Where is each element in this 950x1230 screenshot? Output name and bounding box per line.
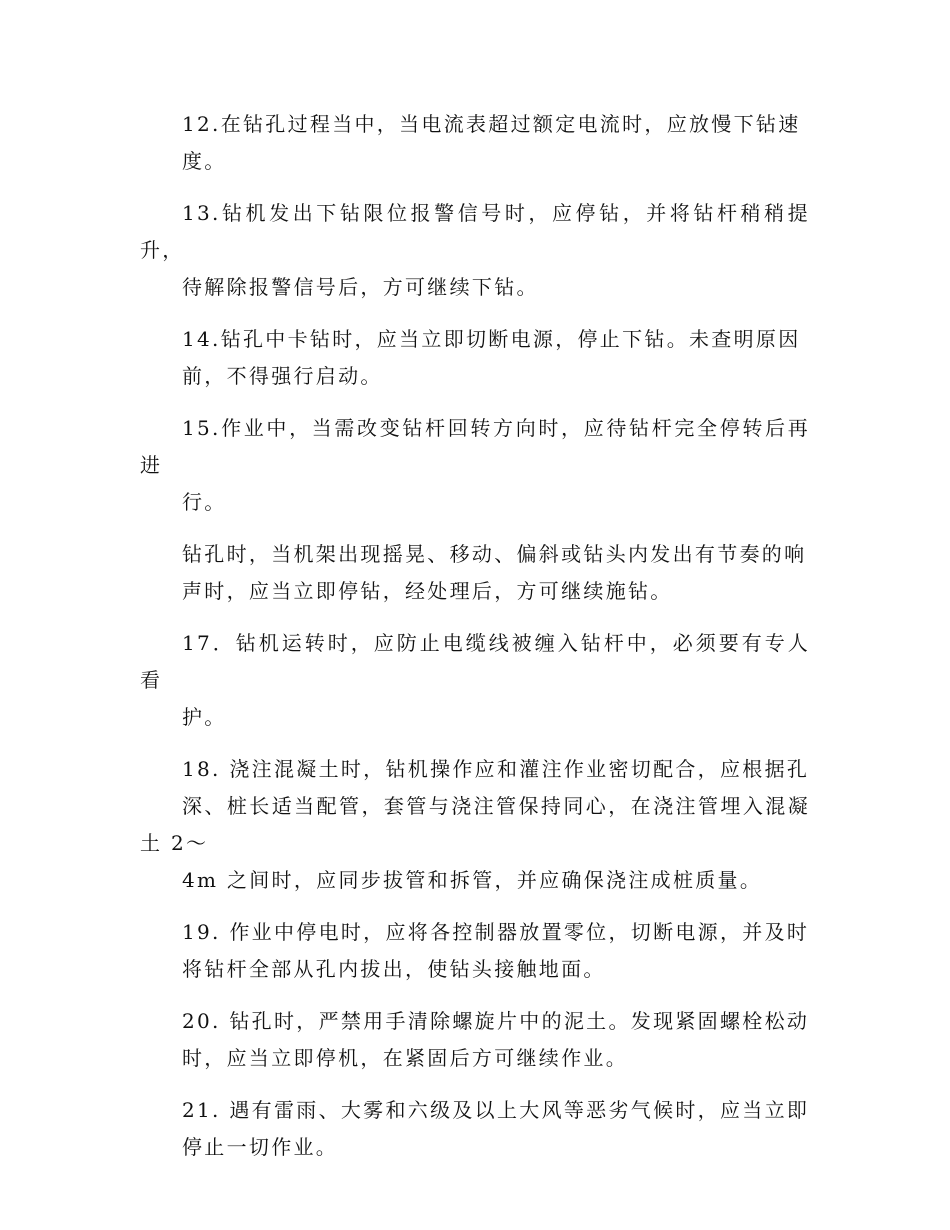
paragraph-item-12 — [140, 106, 810, 180]
paragraph-line: 前，不得强行启动。 — [182, 364, 383, 388]
paragraph-item-19 — [140, 914, 810, 988]
paragraph-item-21 — [140, 1092, 810, 1166]
paragraph-line: 深、桩长适当配管，套管与浇注管保持同心，在浇注管埋入混凝土 2～ — [140, 794, 810, 855]
paragraph-line: 18. 浇注混凝土时，钻机操作应和灌注作业密切配合，应根据孔 — [182, 757, 810, 781]
paragraph-line: 12.在钻孔过程当中，当电流表超过额定电流时，应放慢下钻速 — [182, 112, 801, 136]
paragraph-line: 度。 — [182, 149, 227, 173]
paragraph-item-16 — [140, 536, 810, 610]
paragraph-line: 时，应当立即停机，在紧固后方可继续作业。 — [182, 1046, 628, 1070]
paragraph-line: 声时，应当立即停钻，经处理后，方可继续施钻。 — [182, 579, 673, 603]
paragraph-line: 停止一切作业。 — [182, 1135, 339, 1159]
paragraph-line: 17．钻机运转时，应防止电缆线被缠入钻杆中，必须要有专人看 — [140, 631, 810, 692]
paragraph-line: 待解除报警信号后，方可继续下钻。 — [182, 275, 539, 299]
paragraph-line: 19. 作业中停电时，应将各控制器放置零位，切断电源，并及时 — [182, 920, 810, 944]
paragraph-line: 行。 — [182, 490, 227, 514]
paragraph-line: 15.作业中，当需改变钻杆回转方向时，应待钻杆完全停转后再进 — [140, 416, 810, 477]
paragraph-item-18 — [140, 751, 810, 899]
paragraph-item-14 — [140, 321, 810, 395]
paragraph-line: 护。 — [182, 705, 227, 729]
paragraph-line: 将钻杆全部从孔内拔出，使钻头接触地面。 — [182, 957, 606, 981]
paragraph-item-15 — [140, 410, 810, 521]
paragraph-line: 20. 钻孔时，严禁用手清除螺旋片中的泥土。发现紧固螺栓松动 — [182, 1009, 810, 1033]
paragraph-line: 14.钻孔中卡钻时，应当立即切断电源，停止下钻。未查明原因 — [182, 327, 801, 351]
paragraph-item-13 — [140, 195, 810, 306]
paragraph-item-17 — [140, 625, 810, 736]
paragraph-line: 13.钻机发出下钻限位报警信号时，应停钻，并将钻杆稍稍提升， — [140, 201, 810, 262]
paragraph-line: 钻孔时，当机架出现摇晃、移动、偏斜或钻头内发出有节奏的响 — [182, 542, 807, 566]
paragraph-line: 21. 遇有雷雨、大雾和六级及以上大风等恶劣气候时，应当立即 — [182, 1098, 810, 1122]
paragraph-item-20 — [140, 1003, 810, 1077]
paragraph-line: 4m 之间时，应同步拔管和拆管，并应确保浇注成桩质量。 — [182, 868, 763, 892]
document-body — [140, 106, 810, 1181]
